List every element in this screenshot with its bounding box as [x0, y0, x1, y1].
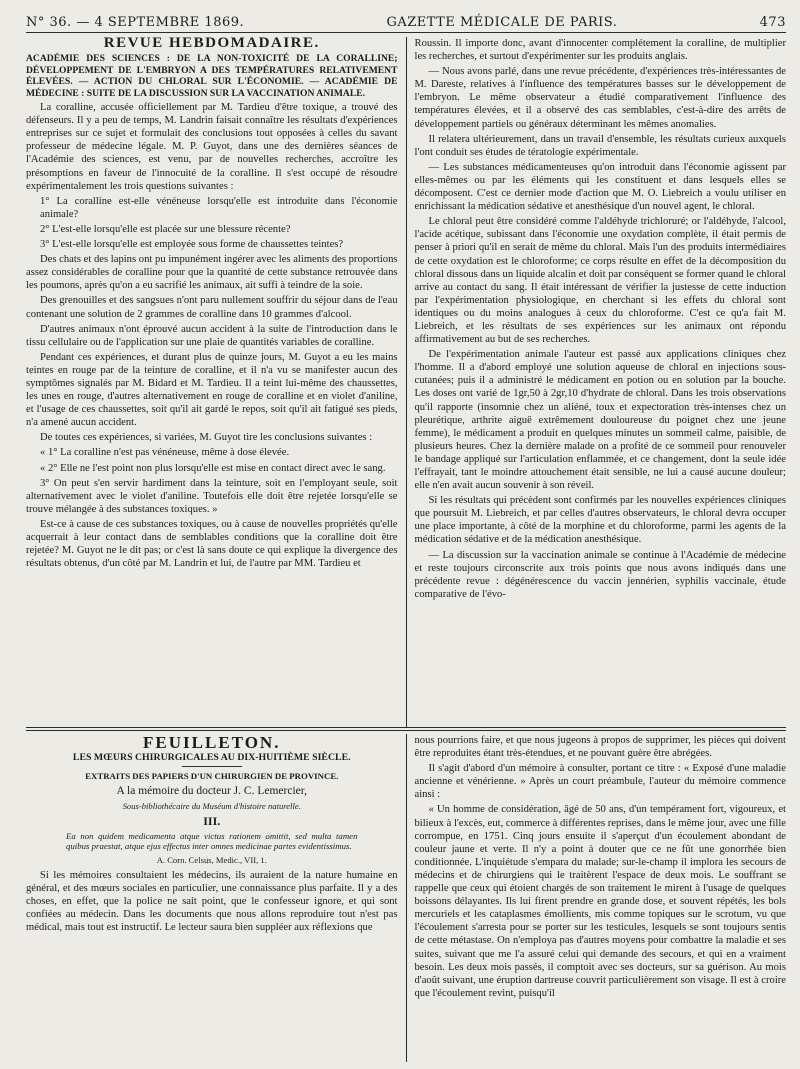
- epigraph-source: A. Corn. Celsus, Medic., VII, 1.: [156, 854, 267, 865]
- divider: [182, 766, 242, 767]
- feuilleton-section: [26, 734, 786, 1062]
- epigraph: Ea non quidem medicamenta atque victus rationem omittit, sed multa tamen quibus praestat, atque ejus effectus inter omnes medicinae partes evidentissimus.: [66, 830, 358, 852]
- chapter-number: III.: [203, 814, 221, 829]
- conclusion-item: « 2° Elle ne l'est point non plus lorsqu'elle est mise en contact direct avec le sang.: [40, 462, 386, 474]
- feuilleton-subtitle: LES MŒURS CHIRURGICALES AU DIX-HUITIÈME SIÈCLE.: [72, 752, 351, 764]
- paragraph: Il relatera ultérieurement, dans un travail d'ensemble, les résultats curieux auxquels l'ont conduit ses études de tératologie expérimentale.: [414, 133, 786, 158]
- feuilleton-right-column: [407, 734, 787, 1062]
- revue-summary: ACADÉMIE DES SCIENCES : DE LA NON-TOXICITÉ DE LA CORALLINE; DÉVELOPPEMENT DE L'EMBRYON A DES TEMPÉRATURES RELATIVEMENT ÉLEVÉES. — ACTION DU CHLORAL SUR L'ÉCONOMIE. — ACADÉMIE DE MÉDECINE : SUITE DE LA DISCUSSION SUR LA VACCINATION ANIMALE.: [26, 53, 398, 99]
- issue-date: N° 36. — 4 SEPTEMBRE 1869.: [26, 15, 245, 30]
- paragraph: D'autres animaux n'ont éprouvé aucun accident à la suite de l'introduction dans le tissu cellulaire ou de l'application sur une plaie de quantités variables de coralline.: [26, 323, 398, 348]
- paragraph: La coralline, accusée officiellement par M. Tardieu d'être toxique, a trouvé des défenseurs. Il y a peu de temps, M. Landrin faisait connaître les résultats d'expériences entreprises sur ce sujet et formulait des conclusions tout opposées à celles du savant professeur de médecine légale. M. P. Guyot, dans une des dernières séances de l'Académie des sciences, est venu, par de nouvelles recherches, accroître les présomptions en faveur de l'innocuité de la coralline. Il s'est occupé de résoudre expérimentalement les trois questions suivantes :: [26, 102, 398, 192]
- conclusion-item: « 1° La coralline n'est pas vénéneuse, même à dose élevée.: [40, 447, 290, 459]
- paragraph: Des chats et des lapins ont pu impunément ingérer avec les aliments des proportions assez considérables de coralline pour que la quantité de cette substance retrouvée dans les poumons, après qu'on a eu sacrifié les animaux, ait suffi à teindre de la soie.: [26, 254, 398, 292]
- paragraph: Il s'agit d'abord d'un mémoire à consulter, portant ce titre : « Exposé d'une maladie ancienne et vénérienne. » Après un court préambule, l'auteur du mémoire commence ainsi :: [414, 763, 786, 801]
- paragraph: — La discussion sur la vaccination animale se continue à l'Académie de médecine et reste toujours circonscrite aux trois points que nous avons indiqués dans une précédente revue : dégénérescence du vaccin jennérien, syphilis vaccinale, étude comparative de l'évo-: [414, 549, 786, 600]
- feuilleton-extract: EXTRAITS DES PAPIERS D'UN CHIRURGIEN DE PROVINCE.: [85, 771, 339, 782]
- paragraph: nous pourrions faire, et que nous jugeons à propos de supprimer, les pièces qui doivent être reproduites étant très-étendues, et ne pouvant guère être abrégées.: [414, 735, 786, 760]
- paragraph: De l'expérimentation animale l'auteur est passé aux applications cliniques chez l'homme. Il a d'abord employé une solution aqueuse de chloral en injections sous-cutanées; puis il a administré le médicament en potion ou en solution par la bouche. Les doses ont varié de 1gr,50 à 2gr,10 d'hydrate de chloral. Dans les trois observations qu'il rapporte (insomnie chez un aliéné, toux et expectoration très-intenses chez un pleurétique, arthrite aiguë extrêmement douloureuse du poignet chez une jeune femme), le médicament a produit en quelques minutes un sommeil calme, paisible, de plusieurs heures. Chez la dernière malade on a profité de ce sommeil pour renouveler le bandage appliqué sur l'articulation enflammée, et ce changement, dont la seule idée l'effrayait, tant le moindre attouchement était sensible, ne lui a causé aucune douleur; elle n'en avait aucun souvenir à son réveil.: [414, 349, 786, 492]
- paragraph: Des grenouilles et des sangsues n'ont paru nullement souffrir du séjour dans de l'eau contenant une solution de 2 grammes de coralline dans 10 grammes d'alcool.: [26, 295, 398, 320]
- journal-title: GAZETTE MÉDICALE DE PARIS.: [386, 15, 618, 30]
- feuilleton-left-column: [26, 734, 406, 1062]
- question-item: 1° La coralline est-elle vénéneuse lorsqu'elle est introduite dans l'économie animale?: [40, 195, 398, 220]
- conclusion-item: 3° On peut s'en servir hardiment dans la teinture, soit en l'employant seule, soit alternativement avec le violet d'aniline. Toutefois elle doit être rejetée lorsqu'elle se trouve mélangée à des substances toxiques. »: [26, 477, 398, 515]
- paragraph: De toutes ces expériences, si variées, M. Guyot tire les conclusions suivantes :: [40, 432, 373, 444]
- paragraph: Si les résultats qui précèdent sont confirmés par les nouvelles expériences cliniques que poursuit M. Liebreich, et par celles d'autres observateurs, le chloral devra occuper une place importante, à côté de la morphine et du chloroforme, parmi les agents de la médication sédative et de la médication anesthésique.: [414, 495, 786, 546]
- memorial-subline: Sous-bibliothécaire du Muséum d'histoire naturelle.: [122, 801, 301, 812]
- revue-right-column: [407, 37, 787, 727]
- revue-title: REVUE HEBDOMADAIRE.: [103, 37, 320, 51]
- section-divider: [26, 727, 786, 731]
- page-number: 473: [759, 15, 786, 30]
- question-item: 3° L'est-elle lorsqu'elle est employée sous forme de chaussettes teintes?: [40, 239, 344, 251]
- question-item: 2° L'est-elle lorsqu'elle est placée sur une blessure récente?: [40, 223, 291, 235]
- memorial-line: A la mémoire du docteur J. C. Lemercier,: [116, 785, 307, 798]
- paragraph: Pendant ces expériences, et durant plus de quinze jours, M. Guyot a eu les mains teintes en rouge par de la teinture de coralline, et il n'a vu se manifester aucun des symptômes signalés par M. Bidard et M. Tardieu. Il a teint lui-même des chaussettes, les unes en rouge, d'autres alternativement en rouge de coralline et en violet d'aniline, et l'usage de ces chaussettes, soit qu'il ait gardé le repos, soit qu'il ait fatigué ses pieds, n'a amené aucun accident.: [26, 351, 398, 429]
- paragraph: Le chloral peut être considéré comme l'aldéhyde trichloruré; or l'aldéhyde, l'alcool, l'acide acétique, subissant dans l'économie une oxydation complète, il était permis de penser à priori qu'il en serait de même du chloral. Mais l'un des produits intermédiaires de cette oxydation est le chloroforme; ce corps résulte en effet de la décomposition du chloral dissous dans un liquide alcalin et doit par conséquent se former quand le chloral arrive au contact du sang. Il était intéressant de vérifier la justesse de cette induction par l'expérimentation physiologique, en cherchant si les effets du chloral sont identiques ou du moins analogues à ceux du chloroforme. C'est ce qu'a fait M. Liebreich, et les résultats de ses expériences sur les animaux ont répondu affirmativement au but de ses recherches.: [414, 216, 786, 346]
- paragraph: — Nous avons parlé, dans une revue précédente, d'expériences très-intéressantes de M. Dareste, relatives à l'influence des températures basses sur le développement de l'embryon. Le même observateur a étudié comparativement l'influence des températures élevées, et il a observé des cas semblables, c'est-à-dire des arrêts de développement partiels ou généraux déterminant les mêmes anomalies.: [414, 66, 786, 130]
- paragraph: Roussin. Il importe donc, avant d'innocenter complétement la coralline, de multiplier les recherches, et surtout d'expérimenter sur les produits anglais.: [414, 38, 786, 63]
- paragraph: « Un homme de considération, âgé de 50 ans, d'un tempérament fort, vigoureux, et bilieux à l'excès, eut, commerce à différentes reprises, dans le même jour, avec une fille corrompue, en 1751. Cinq jours ensuite il s'aperçut d'un écoulement abondant de couleur jaune et verte. Il n'y a point à douter que ce ne fût une gonorrhée bien conditionnée. L'inquiétude s'empara du malade; sur-le-champ il implora les secours de médecins et de chirurgiens qui le traitèrent l'espace de deux mois. Le souffrant se rappelle que ceux qui étoient chargés de son traitement le mirent à l'usage de quelques boissons délayantes. Ils lui firent prendre en grande dose, et souvent répétés, les bols mercuriels et les cataplasmes émollients, mis comme topiques sur le scrotum, vu que l'écoulement s'arresta pour se porter sur les testicules, lesquels se sont toujours sentis de cette métastase. On n'employa pas d'autres moyens pour combattre la maladie et ses suites, suivant que me l'a assuré celui qui demande des secours, et qui en a vraiment besoin. Les deux mois passés, il comptoit avec ses docteurs, sur sa guérison. Au mois d'août suivant, une éruption dartreuse couvrit particulièrement son visage. Il est à croire que l'écoulement revint, puisqu'il: [414, 804, 786, 999]
- feuilleton-title: FEUILLETON.: [143, 734, 281, 752]
- paragraph: Si les mémoires consultaient les médecins, ils auraient de la nature humaine en général, et des mœurs sociales en particulier, une connaissance plus parfaite. Il y a des choses, en effet, que la police ne sait point, que le confesseur ignore, et qui sont confiées au médecin. Dans les documents que nous allons reproduire tout n'est pas médical, mais tout est instructif. Le lecteur saura bien suppléer aux réflexions que: [26, 869, 398, 934]
- masthead: [26, 10, 786, 33]
- revue-left-column: [26, 37, 406, 727]
- paragraph: Est-ce à cause de ces substances toxiques, ou à cause de nouvelles propriétés qu'elle acquerrait à leur contact dans de semblables conditions que la coralline doit être rejetée? M. Guyot ne le dit pas; or c'est là sans doute ce qui explique la divergence des résultats obtenus, d'un côté par M. Landrin et lui, de l'autre par MM. Tardieu et: [26, 518, 398, 570]
- paragraph: — Les substances médicamenteuses qu'on introduit dans l'économie agissent par elles-mêmes ou par les éléments qui les constituent et dans lesquels elles se décomposent. C'est ce dernier mode d'action que M. O. Liebreich a voulu utiliser en enrichissant la médication sédative et anesthésique d'un nouvel agent, le chloral.: [414, 161, 786, 213]
- revue-section: [26, 37, 786, 727]
